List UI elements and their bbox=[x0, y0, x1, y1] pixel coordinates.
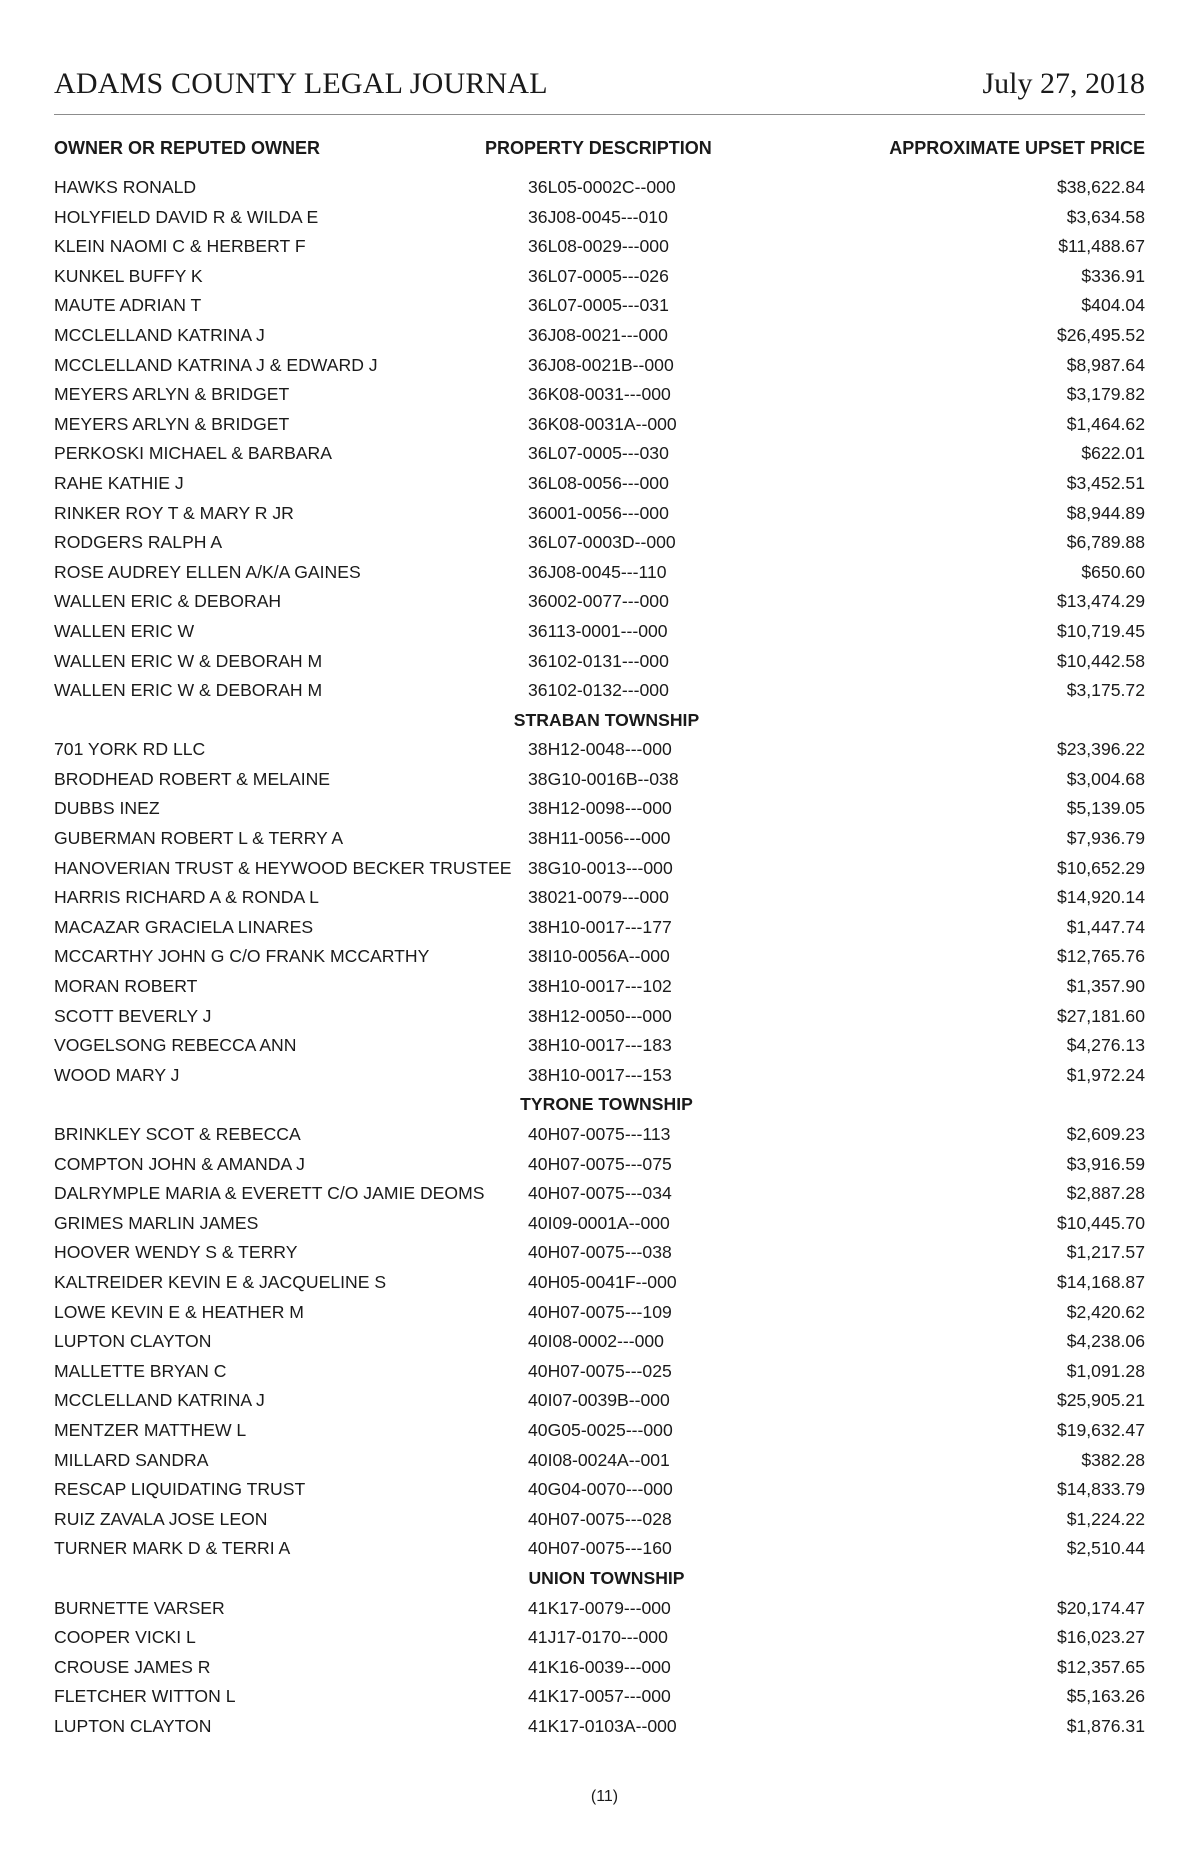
listing-row bbox=[54, 1448, 1145, 1478]
upset-price: $12,765.76 bbox=[1056, 946, 1145, 967]
parcel-number: 36K08-0031A--000 bbox=[528, 413, 677, 434]
parcel-number: 36L07-0005---026 bbox=[528, 265, 669, 286]
listing-row bbox=[54, 915, 1145, 945]
parcel-number: 40H07-0075---028 bbox=[528, 1508, 672, 1529]
parcel-number: 41K17-0057---000 bbox=[528, 1686, 671, 1707]
parcel-number: 36L07-0005---031 bbox=[528, 295, 669, 316]
parcel-number: 38I10-0056A--000 bbox=[528, 946, 670, 967]
parcel-number: 38H10-0017---177 bbox=[528, 916, 672, 937]
listing-row bbox=[54, 1536, 1145, 1566]
parcel-number: 36L05-0002C--000 bbox=[528, 177, 676, 197]
parcel-number: 38H12-0050---000 bbox=[528, 1005, 672, 1026]
upset-price: $8,987.64 bbox=[1066, 354, 1145, 375]
listing-row bbox=[54, 1063, 1145, 1093]
owner-name: RODGERS RALPH A bbox=[54, 532, 223, 553]
owner-name: PERKOSKI MICHAEL & BARBARA bbox=[54, 443, 332, 464]
listing-row bbox=[54, 1240, 1145, 1270]
owner-name: RUIZ ZAVALA JOSE LEON bbox=[54, 1508, 268, 1529]
owner-name: BRODHEAD ROBERT & MELAINE bbox=[54, 768, 331, 789]
parcel-number: 36L08-0056---000 bbox=[528, 472, 669, 493]
upset-price: $4,238.06 bbox=[1066, 1331, 1145, 1352]
owner-name: MILLARD SANDRA bbox=[54, 1449, 209, 1470]
owner-name: RAHE KATHIE J bbox=[54, 472, 184, 493]
upset-price: $14,833.79 bbox=[1056, 1479, 1145, 1500]
owner-name: WALLEN ERIC & DEBORAH bbox=[54, 591, 282, 612]
listing-row bbox=[54, 530, 1145, 560]
listing-row bbox=[54, 1211, 1145, 1241]
column-header-description: PROPERTY DESCRIPTION bbox=[485, 138, 712, 158]
listing-row bbox=[54, 974, 1145, 1004]
upset-price: $3,452.51 bbox=[1066, 472, 1145, 493]
owner-name: WALLEN ERIC W bbox=[54, 620, 195, 641]
parcel-number: 36L07-0005---030 bbox=[528, 443, 669, 464]
parcel-number: 40H07-0075---113 bbox=[528, 1124, 671, 1144]
owner-name: RESCAP LIQUIDATING TRUST bbox=[54, 1479, 306, 1500]
parcel-number: 36L07-0003D--000 bbox=[528, 532, 676, 553]
masthead bbox=[54, 64, 1145, 115]
owner-name: MEYERS ARLYN & BRIDGET bbox=[54, 413, 290, 434]
owner-name: LUPTON CLAYTON bbox=[54, 1715, 212, 1736]
listing-row bbox=[54, 264, 1145, 294]
owner-name: VOGELSONG REBECCA ANN bbox=[54, 1035, 297, 1056]
owner-name: HANOVERIAN TRUST & HEYWOOD BECKER TRUSTEE bbox=[54, 857, 512, 878]
listing-row bbox=[54, 175, 1145, 205]
owner-name: KLEIN NAOMI C & HERBERT F bbox=[54, 236, 306, 257]
upset-price: $7,936.79 bbox=[1066, 828, 1145, 849]
owner-name: HARRIS RICHARD A & RONDA L bbox=[54, 887, 319, 908]
listing-row bbox=[54, 1684, 1145, 1714]
parcel-number: 38H10-0017---102 bbox=[528, 976, 672, 997]
parcel-number: 38G10-0013---000 bbox=[528, 857, 673, 878]
owner-name: MCCARTHY JOHN G C/O FRANK MCCARTHY bbox=[54, 946, 430, 967]
parcel-number: 36J08-0045---010 bbox=[528, 206, 668, 227]
owner-name: COMPTON JOHN & AMANDA J bbox=[54, 1153, 305, 1174]
listing-row bbox=[54, 737, 1145, 767]
owner-name: KUNKEL BUFFY K bbox=[54, 265, 203, 286]
parcel-number: 36J08-0021B--000 bbox=[528, 354, 674, 375]
upset-price: $10,445.70 bbox=[1056, 1212, 1145, 1233]
listing-row bbox=[54, 412, 1145, 442]
owner-name: WALLEN ERIC W & DEBORAH M bbox=[54, 650, 323, 671]
parcel-number: 38021-0079---000 bbox=[528, 887, 669, 908]
property-listing bbox=[54, 175, 1145, 1743]
upset-price: $16,023.27 bbox=[1056, 1627, 1145, 1648]
listing-row bbox=[54, 678, 1145, 708]
owner-name: SCOTT BEVERLY J bbox=[54, 1005, 212, 1026]
owner-name: RINKER ROY T & MARY R JR bbox=[54, 502, 294, 523]
owner-name: MACAZAR GRACIELA LINARES bbox=[54, 916, 314, 937]
owner-name: MAUTE ADRIAN T bbox=[54, 295, 202, 316]
owner-name: LOWE KEVIN E & HEATHER M bbox=[54, 1301, 304, 1322]
upset-price: $3,916.59 bbox=[1066, 1153, 1145, 1174]
parcel-number: 40H05-0041F--000 bbox=[528, 1271, 677, 1292]
owner-name: GRIMES MARLIN JAMES bbox=[54, 1212, 259, 1233]
owner-name: DUBBS INEZ bbox=[54, 798, 160, 819]
owner-name: MCCLELLAND KATRINA J bbox=[54, 324, 265, 345]
page-number: (11) bbox=[590, 1788, 619, 1805]
upset-price: $336.91 bbox=[1081, 265, 1145, 286]
column-headers bbox=[54, 136, 1145, 160]
upset-price: $382.28 bbox=[1081, 1449, 1145, 1470]
parcel-number: 36J08-0045---110 bbox=[528, 561, 667, 582]
owner-name: BURNETTE VARSER bbox=[54, 1597, 225, 1618]
listing-row bbox=[54, 382, 1145, 412]
listing-row bbox=[54, 619, 1145, 649]
upset-price: $38,622.84 bbox=[1056, 177, 1145, 197]
upset-price: $20,174.47 bbox=[1056, 1597, 1145, 1618]
parcel-number: 36L08-0029---000 bbox=[528, 236, 669, 257]
listing-row bbox=[54, 856, 1145, 886]
listing-row bbox=[54, 353, 1145, 383]
township-heading: UNION TOWNSHIP bbox=[528, 1567, 685, 1588]
listing-row bbox=[54, 1359, 1145, 1389]
owner-name: WALLEN ERIC W & DEBORAH M bbox=[54, 680, 323, 701]
listing-row bbox=[54, 1270, 1145, 1300]
parcel-number: 41K16-0039---000 bbox=[528, 1656, 671, 1677]
listing-row bbox=[54, 560, 1145, 590]
township-heading: TYRONE TOWNSHIP bbox=[520, 1094, 693, 1115]
upset-price: $12,357.65 bbox=[1056, 1656, 1145, 1677]
township-heading: STRABAN TOWNSHIP bbox=[513, 709, 700, 730]
parcel-number: 40I08-0024A--001 bbox=[528, 1449, 670, 1470]
upset-price: $25,905.21 bbox=[1056, 1390, 1145, 1411]
upset-price: $2,887.28 bbox=[1066, 1183, 1145, 1204]
upset-price: $6,789.88 bbox=[1066, 532, 1145, 553]
upset-price: $1,447.74 bbox=[1066, 916, 1145, 937]
parcel-number: 40H07-0075---075 bbox=[528, 1153, 672, 1174]
parcel-number: 38H10-0017---183 bbox=[528, 1035, 672, 1056]
owner-name: MENTZER MATTHEW L bbox=[54, 1419, 247, 1440]
owner-name: DALRYMPLE MARIA & EVERETT C/O JAMIE DEOMS bbox=[54, 1183, 485, 1204]
owner-name: FLETCHER WITTON L bbox=[54, 1686, 236, 1707]
parcel-number: 38H10-0017---153 bbox=[528, 1064, 672, 1085]
upset-price: $14,168.87 bbox=[1056, 1271, 1145, 1292]
parcel-number: 36002-0077---000 bbox=[528, 591, 669, 612]
upset-price: $10,652.29 bbox=[1056, 857, 1145, 878]
listing-row bbox=[54, 1596, 1145, 1626]
parcel-number: 40G05-0025---000 bbox=[528, 1419, 673, 1440]
parcel-number: 40H07-0075---038 bbox=[528, 1242, 672, 1263]
listing-row bbox=[54, 1655, 1145, 1685]
parcel-number: 40I09-0001A--000 bbox=[528, 1212, 670, 1233]
owner-name: COOPER VICKI L bbox=[54, 1627, 196, 1648]
listing-row bbox=[54, 1388, 1145, 1418]
listing-row bbox=[54, 1122, 1145, 1152]
listing-row bbox=[54, 1477, 1145, 1507]
owner-name: WOOD MARY J bbox=[54, 1064, 180, 1085]
upset-price: $2,609.23 bbox=[1066, 1124, 1145, 1144]
upset-price: $26,495.52 bbox=[1056, 324, 1145, 345]
listing-row bbox=[54, 293, 1145, 323]
listing-row bbox=[54, 234, 1145, 264]
upset-price: $650.60 bbox=[1081, 561, 1145, 582]
parcel-number: 36102-0131---000 bbox=[528, 650, 669, 671]
listing-row bbox=[54, 944, 1145, 974]
parcel-number: 41J17-0170---000 bbox=[528, 1627, 668, 1648]
owner-name: HOLYFIELD DAVID R & WILDA E bbox=[54, 206, 319, 227]
parcel-number: 38G10-0016B--038 bbox=[528, 768, 679, 789]
owner-name: 701 YORK RD LLC bbox=[54, 739, 206, 760]
listing-row bbox=[54, 441, 1145, 471]
upset-price: $1,876.31 bbox=[1066, 1715, 1145, 1736]
column-header-owner: OWNER OR REPUTED OWNER bbox=[54, 138, 321, 158]
upset-price: $1,224.22 bbox=[1066, 1508, 1145, 1529]
listing-row bbox=[54, 1004, 1145, 1034]
owner-name: ROSE AUDREY ELLEN A/K/A GAINES bbox=[54, 561, 361, 582]
listing-row bbox=[54, 1181, 1145, 1211]
owner-name: GUBERMAN ROBERT L & TERRY A bbox=[54, 828, 344, 849]
parcel-number: 36J08-0021---000 bbox=[528, 324, 668, 345]
listing-row bbox=[54, 826, 1145, 856]
listing-row bbox=[54, 1714, 1145, 1744]
issue-date: July 27, 2018 bbox=[982, 67, 1145, 100]
parcel-number: 41K17-0103A--000 bbox=[528, 1715, 677, 1736]
listing-row bbox=[54, 471, 1145, 501]
listing-row bbox=[54, 1033, 1145, 1063]
owner-name: HAWKS RONALD bbox=[54, 177, 197, 197]
upset-price: $23,396.22 bbox=[1056, 739, 1145, 760]
parcel-number: 40I07-0039B--000 bbox=[528, 1390, 670, 1411]
parcel-number: 36001-0056---000 bbox=[528, 502, 669, 523]
listing-row bbox=[54, 205, 1145, 235]
upset-price: $8,944.89 bbox=[1066, 502, 1145, 523]
parcel-number: 40I08-0002---000 bbox=[528, 1331, 664, 1352]
owner-name: CROUSE JAMES R bbox=[54, 1656, 211, 1677]
parcel-number: 40H07-0075---109 bbox=[528, 1301, 672, 1322]
owner-name: TURNER MARK D & TERRI A bbox=[54, 1538, 291, 1559]
upset-price: $27,181.60 bbox=[1056, 1005, 1145, 1026]
listing-row bbox=[54, 323, 1145, 353]
upset-price: $1,357.90 bbox=[1066, 976, 1145, 997]
owner-name: LUPTON CLAYTON bbox=[54, 1331, 212, 1352]
listing-row bbox=[54, 1418, 1145, 1448]
upset-price: $10,719.45 bbox=[1056, 620, 1145, 641]
listing-row bbox=[54, 1507, 1145, 1537]
upset-price: $14,920.14 bbox=[1056, 887, 1145, 908]
upset-price: $2,510.44 bbox=[1066, 1538, 1145, 1559]
upset-price: $10,442.58 bbox=[1056, 650, 1145, 671]
listing-row bbox=[54, 649, 1145, 679]
upset-price: $1,464.62 bbox=[1066, 413, 1145, 434]
parcel-number: 38H12-0048---000 bbox=[528, 739, 672, 760]
parcel-number: 40G04-0070---000 bbox=[528, 1479, 673, 1500]
upset-price: $19,632.47 bbox=[1056, 1419, 1145, 1440]
upset-price: $404.04 bbox=[1081, 295, 1145, 316]
owner-name: BRINKLEY SCOT & REBECCA bbox=[54, 1124, 301, 1144]
upset-price: $1,091.28 bbox=[1066, 1360, 1145, 1381]
listing-row bbox=[54, 1300, 1145, 1330]
upset-price: $5,139.05 bbox=[1066, 798, 1145, 819]
parcel-number: 40H07-0075---025 bbox=[528, 1360, 672, 1381]
upset-price: $13,474.29 bbox=[1056, 591, 1145, 612]
listing-row bbox=[54, 796, 1145, 826]
upset-price: $3,004.68 bbox=[1066, 768, 1145, 789]
journal-title: ADAMS COUNTY LEGAL JOURNAL bbox=[54, 67, 548, 100]
owner-name: MORAN ROBERT bbox=[54, 976, 198, 997]
parcel-number: 36113-0001---000 bbox=[528, 620, 668, 641]
owner-name: MEYERS ARLYN & BRIDGET bbox=[54, 384, 290, 405]
upset-price: $2,420.62 bbox=[1066, 1301, 1145, 1322]
column-header-price: APPROXIMATE UPSET PRICE bbox=[889, 138, 1145, 158]
parcel-number: 40H07-0075---034 bbox=[528, 1183, 672, 1204]
parcel-number: 36K08-0031---000 bbox=[528, 384, 671, 405]
listing-row bbox=[54, 885, 1145, 915]
upset-price: $1,972.24 bbox=[1066, 1064, 1145, 1085]
upset-price: $3,179.82 bbox=[1066, 384, 1145, 405]
listing-row bbox=[54, 589, 1145, 619]
upset-price: $3,175.72 bbox=[1066, 680, 1145, 701]
upset-price: $4,276.13 bbox=[1066, 1035, 1145, 1056]
parcel-number: 38H12-0098---000 bbox=[528, 798, 672, 819]
upset-price: $622.01 bbox=[1081, 443, 1145, 464]
listing-row bbox=[54, 1152, 1145, 1182]
journal-page bbox=[54, 0, 1145, 1855]
upset-price: $3,634.58 bbox=[1066, 206, 1145, 227]
parcel-number: 41K17-0079---000 bbox=[528, 1597, 671, 1618]
owner-name: MCCLELLAND KATRINA J & EDWARD J bbox=[54, 354, 378, 375]
owner-name: HOOVER WENDY S & TERRY bbox=[54, 1242, 298, 1263]
listing-row bbox=[54, 767, 1145, 797]
parcel-number: 36102-0132---000 bbox=[528, 680, 669, 701]
listing-row bbox=[54, 1625, 1145, 1655]
parcel-number: 38H11-0056---000 bbox=[528, 828, 671, 849]
upset-price: $5,163.26 bbox=[1066, 1686, 1145, 1707]
parcel-number: 40H07-0075---160 bbox=[528, 1538, 672, 1559]
owner-name: MALLETTE BRYAN C bbox=[54, 1360, 227, 1381]
owner-name: MCCLELLAND KATRINA J bbox=[54, 1390, 265, 1411]
owner-name: KALTREIDER KEVIN E & JACQUELINE S bbox=[54, 1271, 387, 1292]
upset-price: $1,217.57 bbox=[1066, 1242, 1145, 1263]
listing-row bbox=[54, 501, 1145, 531]
upset-price: $11,488.67 bbox=[1058, 236, 1145, 257]
listing-row bbox=[54, 1329, 1145, 1359]
